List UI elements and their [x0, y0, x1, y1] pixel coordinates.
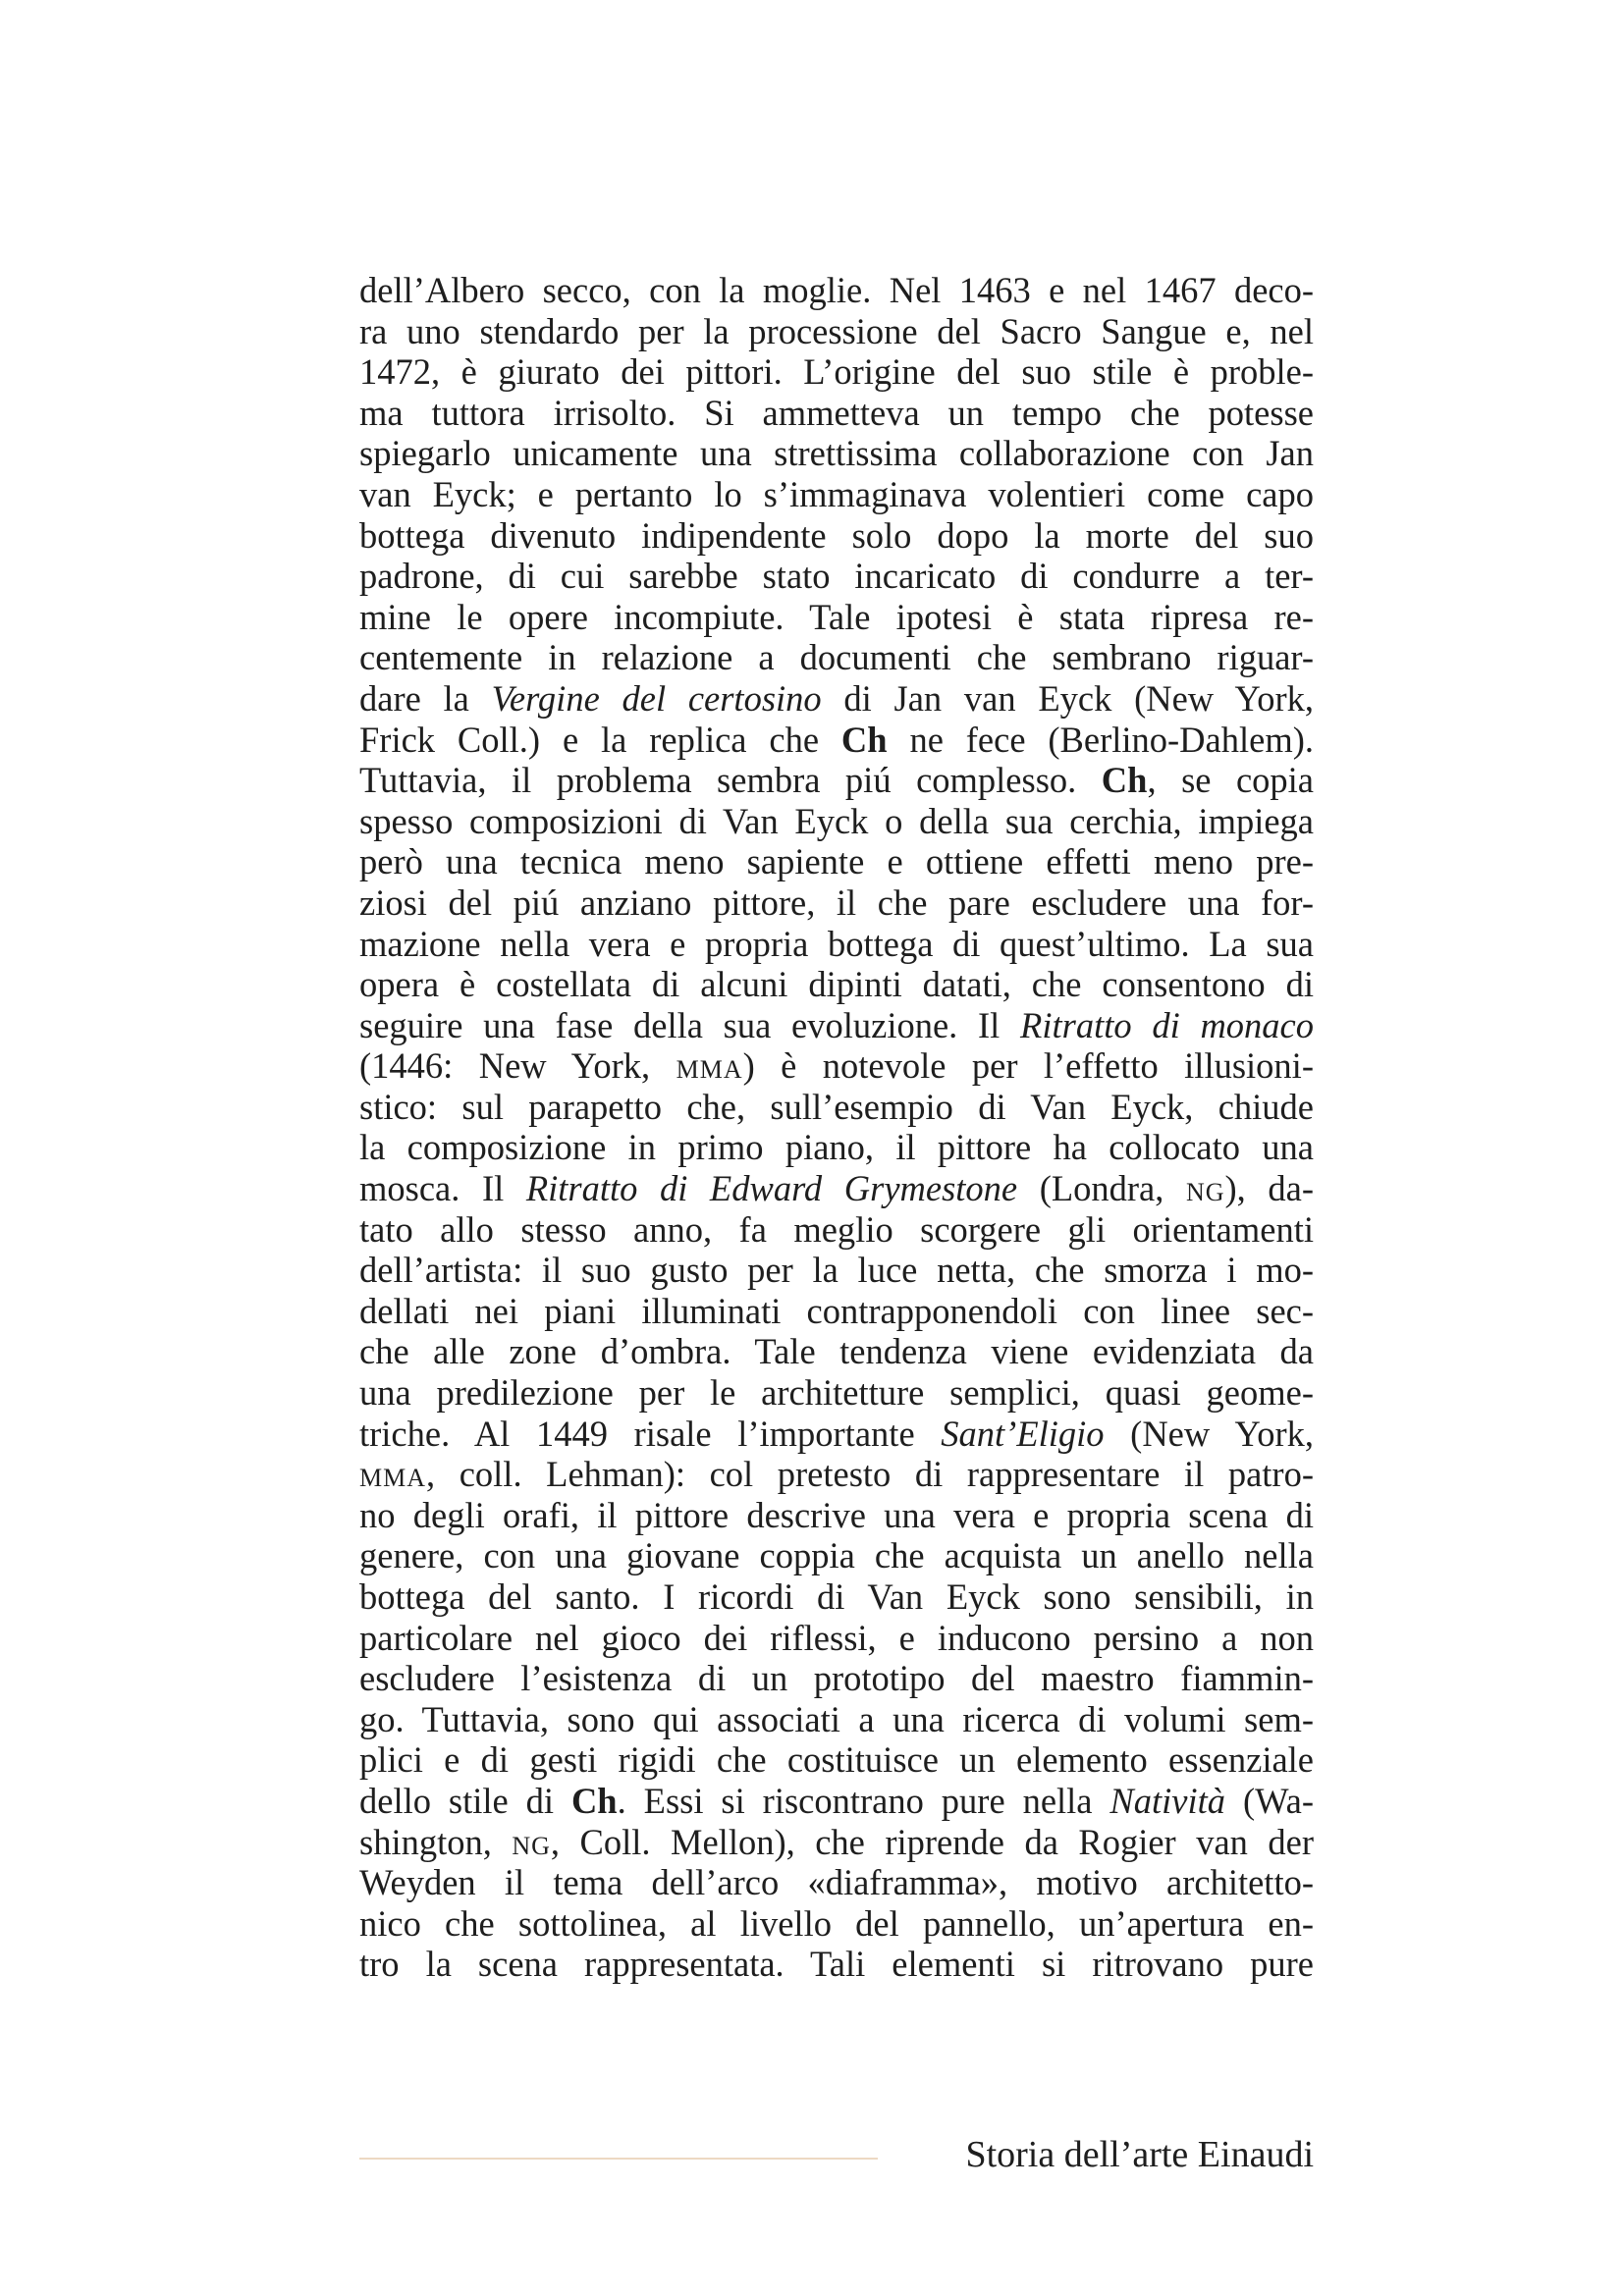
body-line: tato allo stesso anno, fa meglio scorgere gli orientamenti: [359, 1208, 1314, 1250]
body-line: stico: sul parapetto che, sull’esempio di Van Eyck, chiude: [359, 1086, 1314, 1127]
body-line: mazione nella vera e propria bottega di quest’ultimo. La sua: [359, 923, 1314, 964]
bold-abbreviation: Ch: [1101, 760, 1148, 801]
museum-abbreviation: ng: [512, 1821, 551, 1862]
body-line: van Eyck; e pertanto lo s’immaginava volentieri come capo: [359, 473, 1314, 514]
museum-abbreviation: mma: [359, 1454, 427, 1495]
museum-abbreviation: mma: [676, 1045, 743, 1087]
body-line: dellati nei piani illuminati contrapponendoli con linee sec-: [359, 1290, 1314, 1331]
body-line: Frick Coll.) e la replica che Ch ne fece (Berlino-Dahlem).: [359, 719, 1315, 760]
body-text: [359, 270, 1314, 1985]
body-line: dare la Vergine del certosino di Jan van Eyck (New York,: [359, 677, 1315, 719]
body-line: escludere l’esistenza di un prototipo del maestro fiammin-: [359, 1658, 1314, 1699]
artwork-title: Ritratto di monaco: [1020, 1004, 1314, 1045]
body-line: ziosi del piú anziano pittore, il che pare escludere una for-: [359, 881, 1314, 923]
body-line: opera è costellata di alcuni dipinti datati, che consentono di: [359, 964, 1314, 1005]
body-line: dell’artista: il suo gusto per la luce netta, che smorza i mo-: [359, 1250, 1314, 1291]
body-line: che alle zone d’ombra. Tale tendenza viene evidenziata da: [359, 1331, 1314, 1372]
body-line: bottega del santo. I ricordi di Van Eyck sono sensibili, in: [359, 1576, 1314, 1617]
bold-abbreviation: Ch: [570, 1780, 618, 1821]
body-line: mine le opere incompiute. Tale ipotesi è stata ripresa re-: [359, 596, 1314, 637]
body-line: nico che sottolinea, al livello del pannello, un’apertura en-: [359, 1902, 1314, 1944]
body-line: no degli orafi, il pittore descrive una vera e propria scena di: [359, 1494, 1314, 1535]
body-line: spiegarlo unicamente una strettissima collaborazione con Jan: [359, 433, 1314, 474]
bold-abbreviation: Ch: [840, 719, 888, 760]
body-line: 1472, è giurato dei pittori. L’origine del suo stile è proble-: [359, 351, 1314, 393]
body-line: bottega divenuto indipendente solo dopo la morte del suo: [359, 514, 1314, 556]
artwork-title: Natività: [1109, 1780, 1226, 1821]
artwork-title: Ritratto di Edward Grymestone: [525, 1168, 1018, 1209]
body-line: (1446: New York, mma) è notevole per l’effetto illusioni-: [359, 1045, 1314, 1087]
body-line: centemente in relazione a documenti che sembrano riguar-: [359, 637, 1314, 678]
body-line: plici e di gesti rigidi che costituisce un elemento essenziale: [359, 1739, 1314, 1781]
museum-abbreviation: ng: [1185, 1168, 1225, 1209]
body-line: una predilezione per le architetture semplici, quasi geome-: [359, 1372, 1314, 1414]
body-line: mma, coll. Lehman): col pretesto di rappresentare il patro-: [359, 1454, 1314, 1495]
body-line: ma tuttora irrisolto. Si ammetteva un tempo che potesse: [359, 392, 1314, 433]
body-line: particolare nel gioco dei riflessi, e inducono persino a non: [359, 1617, 1314, 1658]
body-line: shington, ng, Coll. Mellon), che riprende da Rogier van der: [359, 1821, 1314, 1862]
artwork-title: Vergine del certosino: [491, 677, 822, 719]
footer-rule: [359, 2158, 878, 2160]
body-line: spesso composizioni di Van Eyck o della sua cerchia, impiega: [359, 800, 1314, 841]
body-line: tro la scena rappresentata. Tali elementi si ritrovano pure: [359, 1944, 1314, 1985]
body-line: però una tecnica meno sapiente e ottiene effetti meno pre-: [359, 841, 1314, 882]
body-line: triche. Al 1449 risale l’importante Sant’Eligio (New York,: [359, 1413, 1314, 1454]
body-line: ra uno stendardo per la processione del Sacro Sangue e, nel: [359, 310, 1314, 351]
body-line: go. Tuttavia, sono qui associati a una ricerca di volumi sem-: [359, 1698, 1314, 1739]
footer-title: Storia dell’arte Einaudi: [965, 2134, 1314, 2175]
body-line: padrone, di cui sarebbe stato incaricato di condurre a ter-: [359, 556, 1314, 597]
body-line: Weyden il tema dell’arco «diaframma», motivo architetto-: [359, 1862, 1314, 1903]
body-line: seguire una fase della sua evoluzione. Il Ritratto di monaco: [359, 1004, 1314, 1045]
body-line: la composizione in primo piano, il pittore ha collocato una: [359, 1127, 1314, 1168]
body-line: mosca. Il Ritratto di Edward Grymestone (Londra, ng), da-: [359, 1168, 1314, 1209]
artwork-title: Sant’Eligio: [941, 1413, 1105, 1454]
body-line: Tuttavia, il problema sembra piú complesso. Ch, se copia: [359, 760, 1315, 801]
body-line: dello stile di Ch. Essi si riscontrano pure nella Natività (Wa-: [359, 1780, 1314, 1821]
body-line: genere, con una giovane coppia che acquista un anello nella: [359, 1535, 1314, 1576]
body-line: dell’Albero secco, con la moglie. Nel 1463 e nel 1467 deco-: [359, 270, 1314, 310]
